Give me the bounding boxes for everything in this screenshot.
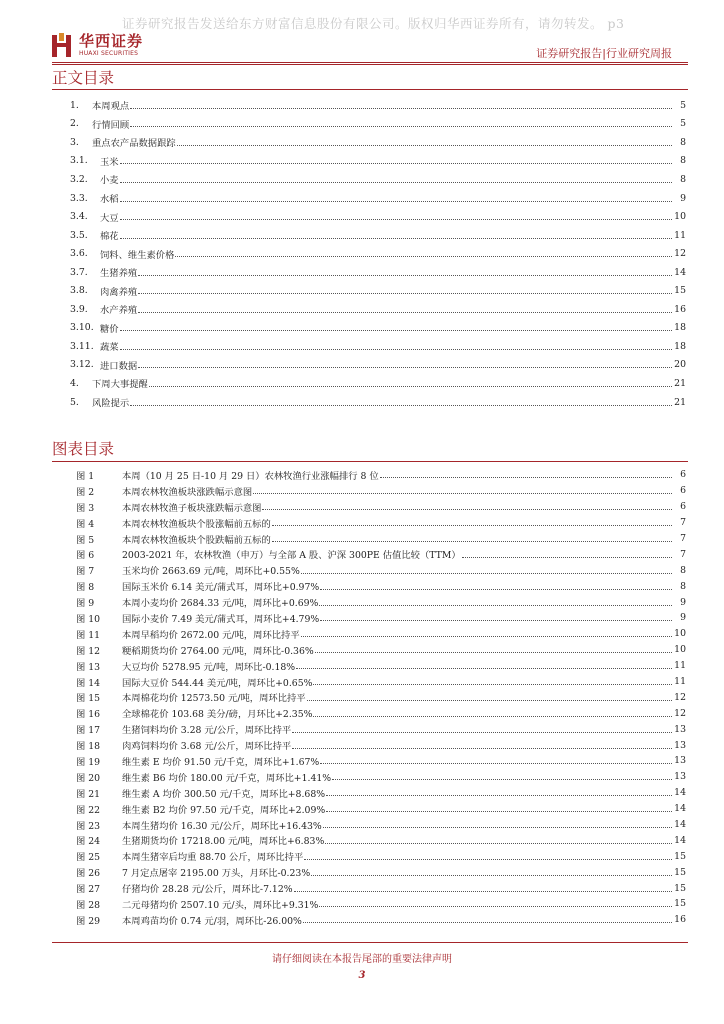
figure-entry[interactable]	[52, 689, 688, 705]
figure-entry-label: 图 18	[76, 741, 101, 753]
figure-entry-page: 14	[674, 787, 686, 799]
figure-leader-dots	[272, 525, 672, 526]
figure-entry-label: 图 25	[76, 852, 101, 864]
toc-entry-number: 3.1.	[70, 155, 88, 167]
toc-leader-dots	[120, 238, 672, 239]
figure-leader-dots	[292, 732, 672, 733]
figure-entry-label: 图 7	[76, 566, 95, 578]
toc-leader-dots	[175, 256, 672, 257]
figure-entry-page: 13	[674, 755, 686, 767]
figure-entry-title: 本周农林牧渔板块个股跌幅前五标的	[122, 534, 271, 546]
toc-entry-number: 3.12.	[70, 359, 94, 371]
figure-entry-label: 图 21	[76, 788, 101, 800]
figure-entry[interactable]	[52, 674, 688, 690]
toc-entry-title: 蔬菜	[100, 342, 119, 354]
page-number: 3	[358, 970, 366, 981]
figure-leader-dots	[320, 589, 672, 590]
toc-entry-number: 2.	[70, 118, 79, 130]
figure-entry-label: 图 22	[76, 804, 101, 816]
figure-entry-title: 全球棉花价 103.68 美分/磅，月环比+2.35%	[122, 709, 313, 721]
figure-entry-title: 国际小麦价 7.49 美元/蒲式耳，周环比+4.79%	[122, 613, 320, 625]
toc-heading: 正文目录	[52, 69, 115, 87]
figure-entry-page: 13	[674, 723, 686, 735]
figure-entry-title: 2003-2021 年，农林牧渔（申万）与全部 A 股、沪深 300PE 估值比较（TTM）	[122, 550, 461, 562]
company-logo	[52, 33, 143, 57]
toc-leader-dots	[120, 201, 672, 202]
list-of-figures	[52, 467, 688, 928]
figure-entry-page: 13	[674, 739, 686, 751]
figure-entry-label: 图 14	[76, 677, 101, 689]
figure-entry-title: 粳稻期货均价 2764.00 元/吨，周环比-0.36%	[122, 645, 314, 657]
figure-entry-page: 8	[680, 564, 686, 576]
figure-leader-dots	[296, 668, 672, 669]
figure-leader-dots	[253, 493, 672, 494]
figure-leader-dots	[262, 509, 672, 510]
figure-entry-label: 图 26	[76, 868, 101, 880]
figure-entry-title: 本周（10 月 25 日-10 月 29 日）农林牧渔行业涨幅排行 8 位	[122, 470, 379, 482]
figure-entry-page: 15	[674, 866, 686, 878]
footer-divider	[52, 942, 688, 943]
table-of-contents	[52, 96, 688, 411]
figure-entry-title: 玉米均价 2663.69 元/吨，周环比+0.55%	[122, 566, 300, 578]
toc-entry-page: 14	[674, 266, 686, 278]
figure-leader-dots	[294, 891, 672, 892]
toc-heading-rule	[52, 89, 688, 90]
toc-entry[interactable]	[52, 263, 688, 282]
figure-entry-page: 13	[674, 771, 686, 783]
figure-entry-label: 图 4	[76, 518, 95, 530]
toc-entry[interactable]	[52, 226, 688, 245]
toc-entry-number: 3.5.	[70, 229, 88, 241]
figure-entry-title: 维生素 B2 均价 97.50 元/千克，周环比+2.09%	[122, 804, 326, 816]
footer-disclaimer: 请仔细阅读在本报告尾部的重要法律声明	[272, 954, 452, 965]
figure-entry-label: 图 8	[76, 582, 95, 594]
figure-entry-label: 图 11	[76, 629, 101, 641]
figure-entry-title: 二元母猪均价 2507.10 元/头，周环比+9.31%	[122, 899, 319, 911]
toc-entry-number: 3.2.	[70, 173, 88, 185]
figure-leader-dots	[326, 811, 672, 812]
toc-entry-title: 水产养殖	[100, 305, 138, 317]
figure-leader-dots	[307, 700, 672, 701]
logo-chinese-name: 华西证券	[79, 31, 144, 50]
toc-leader-dots	[138, 312, 672, 313]
figure-leader-dots	[319, 605, 672, 606]
toc-leader-dots	[130, 126, 672, 127]
toc-leader-dots	[120, 330, 672, 331]
figure-entry[interactable]	[52, 531, 688, 547]
figure-entry-page: 10	[674, 628, 686, 640]
figure-entry-label: 图 19	[76, 756, 101, 768]
figure-leader-dots	[292, 748, 672, 749]
figure-entry-title: 本周农林牧渔板块个股涨幅前五标的	[122, 518, 271, 530]
figure-entry-label: 图 20	[76, 772, 101, 784]
toc-entry[interactable]	[52, 300, 688, 319]
toc-entry-page: 16	[674, 303, 686, 315]
figure-leader-dots	[313, 716, 672, 717]
figure-entry-label: 图 28	[76, 899, 101, 911]
watermark-text: 证券研究报告发送给东方财富信息股份有限公司。版权归华西证券所有，请勿转发。 p3	[122, 16, 625, 31]
toc-entry-title: 大豆	[100, 212, 119, 224]
figure-entry-page: 8	[680, 580, 686, 592]
figure-leader-dots	[319, 906, 672, 907]
toc-entry-number: 3.7.	[70, 266, 88, 278]
toc-entry-number: 1.	[70, 99, 79, 111]
figure-entry[interactable]	[52, 721, 688, 737]
toc-entry-page: 12	[674, 248, 686, 260]
toc-leader-dots	[177, 145, 672, 146]
report-type-label: 证券研究报告|行业研究周报	[536, 47, 672, 60]
toc-entry-page: 5	[680, 99, 686, 111]
toc-entry-title: 重点农产品数据跟踪	[92, 138, 176, 150]
toc-entry[interactable]	[52, 133, 688, 152]
figure-entry-page: 7	[680, 548, 686, 560]
toc-entry[interactable]	[52, 96, 688, 115]
figure-entry[interactable]	[52, 864, 688, 880]
figure-entry-label: 图 2	[76, 486, 95, 498]
figure-leader-dots	[315, 652, 672, 653]
toc-entry-title: 水稻	[100, 194, 119, 205]
figure-entry-label: 图 23	[76, 820, 101, 832]
figure-entry-page: 6	[680, 501, 686, 513]
figure-entry[interactable]	[52, 753, 688, 769]
toc-entry-title: 糖价	[100, 323, 119, 335]
figure-leader-dots	[320, 763, 672, 764]
huaxi-logo-icon	[52, 33, 72, 57]
toc-entry-page: 15	[674, 285, 686, 297]
figure-entry-page: 6	[680, 469, 686, 481]
figure-entry-page: 14	[674, 819, 686, 831]
figure-entry-title: 本周小麦均价 2684.33 元/吨，周环比+0.69%	[122, 598, 319, 610]
toc-entry-title: 玉米	[100, 156, 119, 168]
figure-entry-title: 本周生猪宰后均重 88.70 公斤，周环比持平	[122, 852, 304, 864]
toc-entry-title: 下周大事提醒	[92, 379, 148, 391]
figure-entry-label: 图 17	[76, 725, 101, 737]
toc-leader-dots	[120, 163, 672, 164]
toc-entry-number: 5.	[70, 396, 79, 408]
figure-entry-page: 15	[674, 882, 686, 894]
figure-entry-title: 肉鸡饲料均价 3.68 元/公斤，周环比持平	[122, 741, 292, 753]
figure-entry[interactable]	[52, 801, 688, 817]
toc-entry[interactable]	[52, 356, 688, 375]
figure-entry-page: 10	[674, 644, 686, 656]
figure-entry-label: 图 27	[76, 884, 101, 896]
toc-entry-page: 21	[674, 396, 686, 408]
figure-leader-dots	[313, 684, 672, 685]
toc-entry[interactable]	[52, 374, 688, 393]
figure-leader-dots	[304, 859, 672, 860]
toc-entry-page: 5	[680, 118, 686, 130]
figure-leader-dots	[320, 620, 672, 621]
figure-entry-title: 大豆均价 5278.95 元/吨，周环比-0.18%	[122, 661, 296, 673]
toc-entry-page: 10	[674, 211, 686, 223]
figure-entry[interactable]	[52, 912, 688, 928]
header-divider-thin	[52, 64, 688, 65]
figure-entry-label: 图 1	[76, 470, 95, 482]
figure-leader-dots	[380, 477, 672, 478]
figure-entry[interactable]	[52, 610, 688, 626]
toc-entry-number: 3.10.	[70, 322, 94, 334]
figure-entry[interactable]	[52, 880, 688, 896]
figure-entry[interactable]	[52, 896, 688, 912]
logo-english-name: HUAXI SECURITIES	[79, 49, 139, 57]
figure-entry[interactable]	[52, 642, 688, 658]
toc-entry[interactable]	[52, 170, 688, 189]
figure-leader-dots	[301, 573, 672, 574]
figure-entry-page: 9	[680, 596, 686, 608]
toc-entry-title: 饲料、维生素价格	[100, 249, 175, 261]
figure-entry[interactable]	[52, 546, 688, 562]
figure-entry-page: 11	[674, 660, 686, 672]
toc-entry-page: 21	[674, 377, 686, 389]
figure-entry-title: 维生素 E 均价 91.50 元/千克，周环比+1.67%	[122, 756, 320, 768]
figure-entry-title: 仔猪均价 28.28 元/公斤，周环比-7.12%	[122, 884, 293, 896]
figure-entry-page: 7	[680, 533, 686, 544]
figure-entry-title: 本周生猪均价 16.30 元/公斤，周环比+16.43%	[122, 820, 322, 832]
toc-entry-number: 3.11.	[70, 340, 94, 352]
figure-entry-label: 图 16	[76, 709, 101, 721]
toc-entry-title: 棉花	[100, 231, 119, 243]
toc-entry[interactable]	[52, 244, 688, 263]
figure-entry-title: 本周早稻均价 2672.00 元/吨，周环比持平	[122, 629, 300, 641]
figure-entry-label: 图 3	[76, 502, 95, 514]
toc-entry-page: 18	[674, 322, 686, 334]
toc-entry-title: 本周观点	[92, 101, 130, 113]
toc-entry-title: 行情回顾	[92, 119, 130, 131]
figure-leader-dots	[301, 636, 672, 637]
figure-entry-title: 生猪饲料均价 3.28 元/公斤，周环比持平	[122, 725, 292, 737]
figure-entry-page: 7	[680, 517, 686, 529]
figure-entry[interactable]	[52, 832, 688, 848]
toc-entry-page: 11	[674, 229, 686, 241]
toc-entry[interactable]	[52, 207, 688, 226]
figures-heading: 图表目录	[52, 440, 115, 458]
figure-entry-title: 维生素 A 均价 300.50 元/千克，周环比+8.68%	[122, 788, 326, 800]
figure-entry[interactable]	[52, 817, 688, 833]
figure-leader-dots	[326, 795, 672, 796]
figure-entry-label: 图 10	[76, 613, 101, 625]
figure-entry-page: 11	[674, 676, 686, 688]
figure-leader-dots	[303, 922, 672, 923]
toc-entry-number: 3.	[70, 136, 79, 148]
toc-entry[interactable]	[52, 152, 688, 171]
figure-entry-page: 14	[674, 803, 686, 815]
figure-entry-title: 生猪期货均价 17218.00 元/吨，周环比+6.83%	[122, 836, 325, 848]
toc-entry-title: 生猪养殖	[100, 268, 138, 280]
figure-leader-dots	[325, 843, 672, 844]
toc-entry[interactable]	[52, 281, 688, 300]
toc-leader-dots	[130, 108, 672, 109]
figure-entry-label: 图 5	[76, 534, 95, 546]
figure-entry-title: 本周鸡苗均价 0.74 元/羽，周环比-26.00%	[122, 915, 302, 927]
toc-entry-title: 风险提示	[92, 398, 130, 410]
toc-leader-dots	[138, 275, 672, 276]
figure-entry[interactable]	[52, 562, 688, 578]
figure-entry-label: 图 15	[76, 693, 101, 705]
toc-entry-number: 3.6.	[70, 248, 88, 260]
toc-entry-number: 4.	[70, 377, 79, 389]
figure-entry-title: 本周农林牧渔子板块涨跌幅示意图	[122, 502, 262, 514]
figure-leader-dots	[332, 779, 672, 780]
toc-entry-page: 18	[674, 340, 686, 352]
figure-entry-title: 本周棉花均价 12573.50 元/吨，周环比持平	[122, 693, 306, 705]
figure-entry-label: 图 24	[76, 836, 101, 848]
figure-leader-dots	[272, 541, 672, 542]
figure-entry-title: 7 月定点屠宰 2195.00 万头，月环比-0.23%	[122, 868, 311, 880]
toc-entry[interactable]	[52, 337, 688, 356]
header-divider	[52, 62, 688, 63]
figure-entry[interactable]	[52, 848, 688, 864]
figure-entry[interactable]	[52, 467, 688, 483]
figure-entry-label: 图 9	[76, 598, 95, 610]
toc-leader-dots	[120, 349, 672, 350]
figure-entry[interactable]	[52, 769, 688, 785]
figure-entry[interactable]	[52, 785, 688, 801]
figure-entry[interactable]	[52, 626, 688, 642]
toc-entry[interactable]	[52, 189, 688, 208]
figure-leader-dots	[462, 557, 672, 558]
toc-entry-number: 3.8.	[70, 285, 88, 297]
figure-entry[interactable]	[52, 483, 688, 499]
figure-entry-label: 图 6	[76, 550, 95, 562]
figure-entry[interactable]	[52, 578, 688, 594]
figures-heading-rule	[52, 461, 688, 462]
figure-entry-title: 本周农林牧渔板块涨跌幅示意图	[122, 486, 253, 498]
toc-leader-dots	[120, 182, 672, 183]
toc-entry-title: 小麦	[100, 175, 119, 187]
figure-entry[interactable]	[52, 499, 688, 515]
figure-entry[interactable]	[52, 658, 688, 674]
figure-entry-page: 12	[674, 691, 686, 703]
figure-entry-page: 6	[680, 485, 686, 497]
toc-leader-dots	[120, 219, 672, 220]
figure-entry-page: 15	[674, 898, 686, 910]
figure-entry-title: 国际大豆价 544.44 美元/吨，周环比+0.65%	[122, 677, 313, 689]
figure-entry-title: 维生素 B6 均价 180.00 元/千克，周环比+1.41%	[122, 772, 332, 784]
figure-entry-page: 9	[680, 612, 686, 624]
figure-entry[interactable]	[52, 705, 688, 721]
toc-entry-number: 3.3.	[70, 192, 88, 204]
toc-entry-page: 9	[680, 192, 686, 204]
figure-entry[interactable]	[52, 594, 688, 610]
toc-entry-number: 3.4.	[70, 211, 88, 223]
figure-entry-label: 图 13	[76, 661, 101, 673]
toc-entry-number: 3.9.	[70, 303, 88, 315]
figure-entry-title: 国际玉米价 6.14 美元/蒲式耳，周环比+0.97%	[122, 582, 320, 594]
toc-entry-page: 20	[674, 359, 686, 371]
toc-leader-dots	[149, 386, 672, 387]
figure-entry-page: 12	[674, 707, 686, 719]
figure-entry-label: 图 29	[76, 915, 101, 927]
toc-leader-dots	[138, 367, 672, 368]
toc-entry[interactable]	[52, 115, 688, 134]
figure-entry-page: 15	[674, 850, 686, 862]
figure-leader-dots	[323, 827, 672, 828]
toc-entry[interactable]	[52, 393, 688, 412]
toc-entry[interactable]	[52, 319, 688, 338]
toc-entry-page: 8	[680, 173, 686, 185]
figure-leader-dots	[311, 875, 672, 876]
toc-leader-dots	[138, 293, 672, 294]
toc-leader-dots	[130, 405, 672, 406]
toc-entry-page: 8	[680, 136, 686, 148]
figure-entry-label: 图 12	[76, 645, 101, 657]
toc-entry-page: 8	[680, 155, 686, 167]
figure-entry-page: 16	[674, 914, 686, 926]
toc-entry-title: 肉禽养殖	[100, 286, 138, 298]
figure-entry-page: 14	[674, 834, 686, 846]
figure-entry[interactable]	[52, 515, 688, 531]
toc-entry-title: 进口数据	[100, 360, 138, 372]
figure-entry[interactable]	[52, 737, 688, 753]
